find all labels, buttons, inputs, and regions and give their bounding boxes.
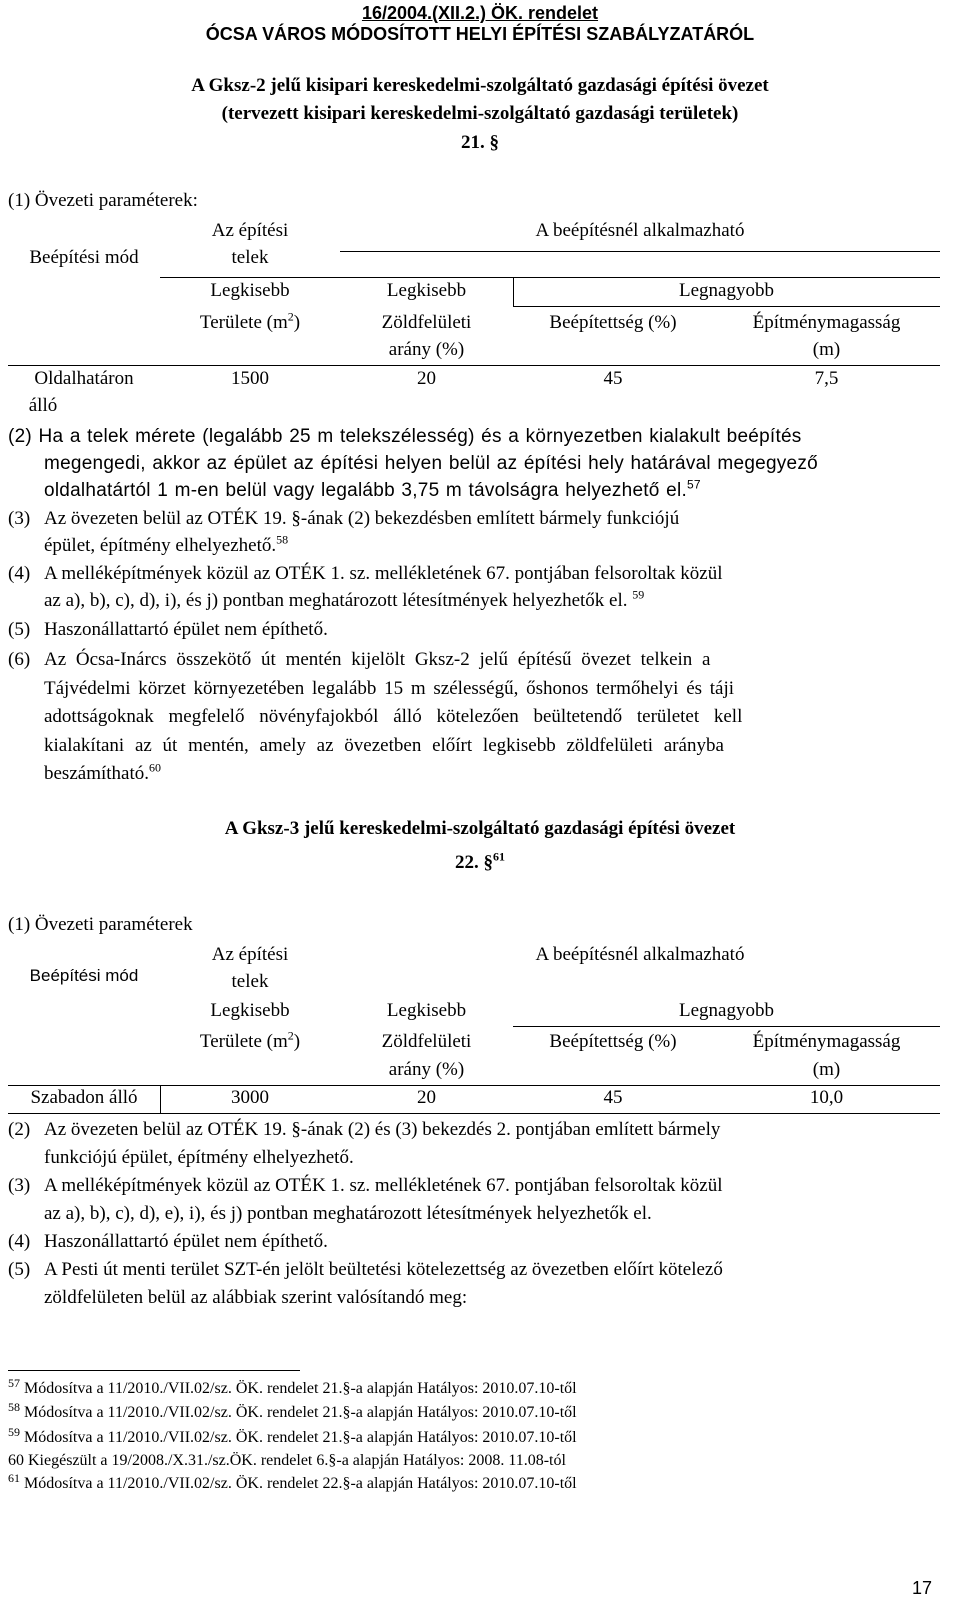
section-21-paragraph-3: (3) Az övezeten belül az OTÉK 19. §-ának (2) bekezdésben említett bármely funkciójú épület, építmény elhelyezhető.$^{58}$ [8,508,680,556]
table-22-max-label: Legnagyobb [679,1000,774,1021]
section-21-number: 21. § [461,132,499,153]
section-22-paragraph-3: (3) A melléképítmények közül az OTÉK 1. sz. mellékletének 67. pontjában felsoroltak közül az a), b), c), d), e), i), és j) pontban meghatározott létesítmények helyezhetők el. [8,1175,723,1224]
footnote-ref-58[interactable]: 58 [276,532,289,547]
footnote-61: $^{61}$ Módosítva a 11/2010./VII.02/sz. ÖK. rendelet 22.§-a alapján Hatályos: 2010.07.10-től [8,1470,577,1492]
table-22-row-area: 3000 [231,1087,269,1108]
table-21-divider [513,278,514,306]
table-22-row-mode: Szabadon álló [30,1087,138,1108]
table-22-area-header: Területe $(m^2)$ [199,1028,301,1052]
table-21-group-header: A beépítésnél alkalmazható [535,220,745,241]
footnote-58: $^{58}$ Módosítva a 11/2010./VII.02/sz. ÖK. rendelet 21.§-a alapján Hatályos: 2010.07.10-től [8,1399,577,1421]
table-21-row-height: 7,5 [814,368,839,389]
table-22-plot-header-line1: Az építési [211,944,289,965]
section-21-paragraph-2: (2) Ha a telek mérete (legalább 25 m telekszélesség) és a környezetben kialakult beépítés megengedi, akkor az épület az építési helyen belül az építési hely határával megegyező oldalhatártól 1 m-en belül vagy legalább 3,75 m távolságra helyezhető el.$^{57}$ [8,426,818,501]
table-21-row-mode-line1: Oldalhatáron [34,368,134,389]
table-22-green-header-line1: Zöldfelületi [381,1031,472,1052]
table-22-green-header-line2: arány (%) [388,1059,465,1080]
table-22-min-label: Legkisebb [386,1000,467,1021]
table-22-group-header: A beépítésnél alkalmazható [535,944,745,965]
table-22-min-label: Legkisebb [210,1000,290,1021]
table-22-rule [8,1113,940,1114]
table-21-green-header-line1: Zöldfelületi [381,312,472,333]
footnote-ref-57[interactable]: 57 [686,477,701,492]
page-number: 17 [911,1578,932,1598]
table-21-green-header-line2: arány (%) [388,339,465,360]
header-decree-number: 16/2004.(XII.2.) ÖK. rendelet [361,3,599,23]
table-21-min-label: Legkisebb [210,280,290,301]
table-21-mode-header: Beépítési mód [29,247,139,268]
section-21-paragraph-6: (6) Az Ócsa-Inárcs összekötő út mentén kijelölt Gksz-2 jelű építésű övezet telkein a Tájvédelmi körzet környezetében legalább 15 m szélességű, őshonos termőhelyi és táji adottságoknak megfelelő növényfajokból álló kötelezően beültetendő területet kell kialakítani az út mentén, amely az övezetben előírt legkisebb zöldfelületi arányba beszámítható.$^{60}$ [8,649,743,784]
section-22-number: 22. §$^{61}$ [455,849,505,873]
footnote-60: 60 Kiegészült a 19/2008./X.31./sz.ÖK. rendelet 6.§-a alapján Hatályos: 2008. 11.08-tól [8,1452,566,1469]
table-21-built-header: Beépítettség (%) [549,312,677,333]
footnote-57: $^{57}$ Módosítva a 11/2010./VII.02/sz. ÖK. rendelet 21.§-a alapján Hatályos: 2010.07.10-től [8,1375,577,1397]
table-21-rule [513,306,940,307]
section-22-paragraph-4: (4) Haszonállattartó épület nem építhető. [8,1231,328,1252]
table-22-mode-header: Beépítési mód [29,966,139,985]
footnote-separator [8,1370,300,1371]
table-21-max-label: Legnagyobb [679,280,774,301]
section-22-paragraph-5: (5) A Pesti út menti terület SZT-én jelölt beültetési kötelezettség az övezetben előírt kötelező zöldfelületen belül az alábbiak szerint valósítandó meg: [8,1259,723,1308]
footnote-ref-60[interactable]: 60 [149,760,161,775]
table-21-height-header-line2: (m) [812,339,841,360]
table-22-height-header-line2: (m) [812,1059,841,1080]
table-22-row-height: 10,0 [809,1087,844,1108]
section-21-title-line2: (tervezett kisipari kereskedelmi-szolgáltató gazdasági területek) [221,103,739,124]
table-21-rule [160,277,940,278]
section-22-paragraph-2: (2) Az övezeten belül az OTÉK 19. §-ának (2) és (3) bekezdés 2. pontjában említett bármely funkciójú épület, építmény elhelyezhető. [8,1119,721,1168]
table-21-row-mode-line2: álló [28,395,58,416]
table-21-rule [340,251,940,252]
table-21-plot-header-line2: telek [231,247,269,268]
section-21-intro: (1) Övezeti paraméterek: [8,190,198,211]
section-22-intro: (1) Övezeti paraméterek [8,914,193,935]
table-21-height-header-line1: Építménymagasság [752,312,901,333]
section-21-title-line1: A Gksz-2 jelű kisipari kereskedelmi-szolgáltató gazdasági építési övezet [191,75,769,96]
section-21-paragraph-4: (4) A melléképítmények közül az OTÉK 1. sz. mellékletének 67. pontjában felsoroltak közül az a), b), c), d), i), és j) pontban meghatározott létesítmények helyezhetők el. $^{59}$ [8,563,723,611]
footnote-ref-61[interactable]: 61 [493,849,505,864]
table-22-plot-header-line2: telek [231,971,269,992]
table-21-rule [8,365,940,366]
section-21-paragraph-5: (5) Haszonállattartó épület nem építhető. [8,619,328,640]
footnote-59: $^{59}$ Módosítva a 11/2010./VII.02/sz. ÖK. rendelet 21.§-a alapján Hatályos: 2010.07.10-től [8,1424,577,1446]
table-21-row-green: 20 [417,368,436,389]
section-22-title: A Gksz-3 jelű kereskedelmi-szolgáltató gazdasági építési övezet [224,818,736,839]
table-22-rule [8,1085,940,1086]
table-22-row-green: 20 [417,1087,436,1108]
table-22-rule [513,1026,940,1027]
table-21-row-area: 1500 [231,368,269,389]
table-22-divider [160,1085,161,1113]
table-22-built-header: Beépítettség (%) [549,1031,677,1052]
table-21-area-header: Területe $(m^2)$ [199,309,301,333]
table-21-row-built: 45 [603,368,623,389]
header-document-title: ÓCSA VÁROS MÓDOSÍTOTT HELYI ÉPÍTÉSI SZABÁLYZATÁRÓL [205,24,755,44]
footnote-ref-59[interactable]: 59 [632,587,645,602]
table-22-height-header-line1: Építménymagasság [752,1031,901,1052]
table-21-min-label: Legkisebb [386,280,467,301]
table-22-row-built: 45 [603,1087,623,1108]
table-21-plot-header-line1: Az építési [211,220,289,241]
